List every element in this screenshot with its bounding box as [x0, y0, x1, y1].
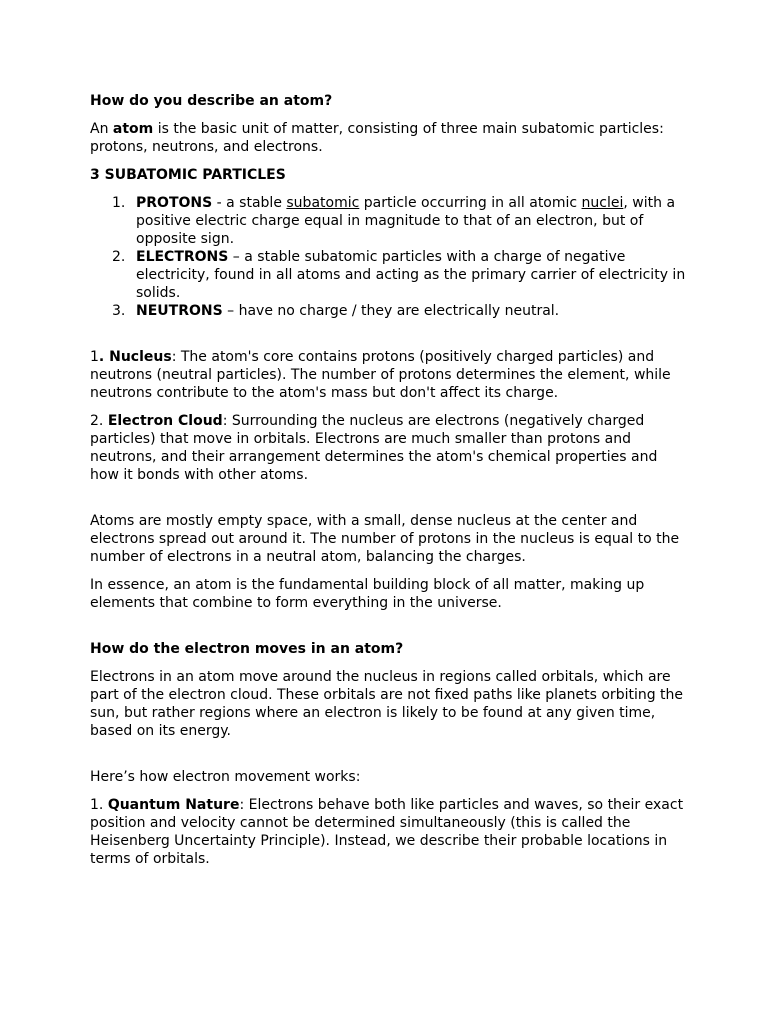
cloud-term: Electron Cloud — [107, 413, 223, 429]
list-item-electrons — [90, 248, 690, 302]
document-page — [90, 92, 690, 868]
particle-list — [90, 194, 690, 320]
quantum-term: Quantum Nature — [107, 797, 240, 813]
intro-term-atom: atom — [112, 121, 154, 137]
particle-name-protons: PROTONS — [136, 195, 213, 211]
electrons-text: – a stable subatomic particles with a charge of negative electricity, found in all atoms and acting as the primary carrier of electricity in solids. — [136, 249, 686, 301]
list-item-protons — [90, 194, 690, 248]
paragraph-empty-space: Atoms are mostly empty space, with a small, dense nucleus at the center and electrons spread out around it. The number of protons in the nucleus is equal to the number of electrons in a neutral atom, balancing the charges. — [90, 513, 680, 565]
neutrons-text: – have no charge / they are electrically neutral. — [222, 303, 560, 319]
quantum-number: 1. — [90, 797, 108, 813]
list-item-neutrons — [90, 302, 690, 320]
link-subatomic[interactable]: subatomic — [286, 195, 360, 211]
paragraph-in-essence: In essence, an atom is the fundamental building block of all matter, making up elements that combine to form everything in the universe. — [90, 577, 645, 611]
nucleus-number: 1 — [90, 349, 99, 365]
paragraph-electron-cloud — [90, 412, 690, 484]
heading-electron-moves: How do the electron moves in an atom? — [90, 641, 404, 657]
link-nuclei[interactable]: nuclei — [581, 195, 624, 211]
nucleus-term: . Nucleus — [98, 349, 172, 365]
particle-name-electrons: ELECTRONS — [136, 249, 229, 265]
paragraph-quantum-nature — [90, 796, 690, 868]
list-number: 2. — [112, 249, 126, 265]
cloud-text: : Surrounding the nucleus are electrons (negatively charged particles) that move in orbitals. Electrons are much smaller than protons and neutrons, and their arrangement determines the atom's chemical properties and how it bonds with other atoms. — [90, 413, 658, 483]
quantum-text: : Electrons behave both like particles and waves, so their exact position and velocity cannot be determined simultaneously (this is called the Heisenberg Uncertainty Principle). Instead, we describe their probable locations in terms of orbitals. — [90, 797, 684, 867]
particle-name-neutrons: NEUTRONS — [136, 303, 223, 319]
heading-describe-atom: How do you describe an atom? — [90, 93, 333, 109]
list-number: 3. — [112, 303, 126, 319]
list-number: 1. — [112, 195, 126, 211]
heading-subatomic-particles: 3 SUBATOMIC PARTICLES — [90, 167, 286, 183]
paragraph-atom-intro — [90, 120, 690, 156]
paragraph-how-it-works: Here’s how electron movement works: — [90, 769, 361, 785]
paragraph-orbitals: Electrons in an atom move around the nucleus in regions called orbitals, which are part of the electron cloud. These orbitals are not fixed paths like planets orbiting the sun, but rather regions where an electron is likely to be found at any given time, based on its energy. — [90, 669, 684, 739]
protons-text-2: particle occurring in all atomic — [359, 195, 582, 211]
nucleus-text: : The atom's core contains protons (positively charged particles) and neutrons (neutral particles). The number of protons determines the element, while neutrons contribute to the atom's mass but don't affect its charge. — [90, 349, 671, 401]
intro-text-pre: An — [90, 121, 113, 137]
intro-text-post: is the basic unit of matter, consisting of three main subatomic particles: protons, neutrons, and electrons. — [90, 121, 664, 155]
protons-text-1: - a stable — [212, 195, 287, 211]
cloud-number: 2. — [90, 413, 108, 429]
paragraph-nucleus — [90, 348, 690, 402]
protons-text-3: , with a positive electric charge equal in magnitude to that of an electron, but of opposite sign. — [136, 195, 676, 247]
